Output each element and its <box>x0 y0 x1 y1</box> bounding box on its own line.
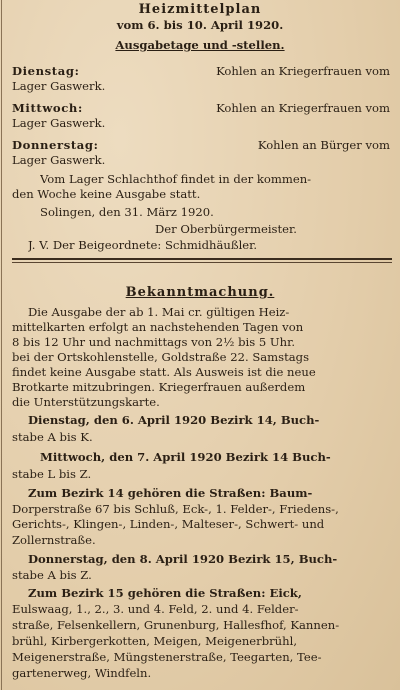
tuesday-text: Kohlen an Kriegerfrauen vom <box>216 64 390 78</box>
divider-thin <box>12 262 392 263</box>
schedule-thursday-letters: stabe A bis Z. <box>12 568 92 582</box>
notice-title: Heizmittelplan <box>138 2 262 17</box>
district-15-streets: Meigenerstraße, Müngstenerstraße, Teegarten, Tee- <box>12 650 322 664</box>
district-14-streets: Dorperstraße 67 bis Schluß, Eck-, 1. Felder-, Friedens-, <box>12 502 339 516</box>
district-15-streets: straße, Felsenkellern, Grunenburg, Hallesfhof, Kannen- <box>12 618 340 632</box>
divider <box>12 258 392 260</box>
thursday-label: Donnerstag: <box>12 138 99 152</box>
district-14-streets: Gerichts-, Klingen-, Linden-, Malteser-, Schwert- und <box>12 517 325 531</box>
para-line: mittelkarten erfolgt an nachstehenden Tagen von <box>12 320 304 334</box>
para-line: bei der Ortskohlenstelle, Goldstraße 22. Samstags <box>12 350 310 364</box>
district-14-streets: Zollernstraße. <box>12 533 96 547</box>
wednesday-label: Mittwoch: <box>12 101 83 115</box>
schedule-tuesday: Dienstag, den 6. April 1920 Bezirk 14, Buch- <box>28 413 320 427</box>
schedule-tuesday-letters: stabe A bis K. <box>12 430 93 444</box>
thursday-line <box>12 138 390 153</box>
schedule-thursday: Donnerstag, den 8. April 1920 Bezirk 15, Buch- <box>28 552 338 566</box>
announcement-title: Bekanntmachung. <box>125 285 275 300</box>
wednesday-line <box>12 101 390 116</box>
wednesday-text: Kohlen an Kriegerfrauen vom <box>216 101 390 115</box>
district-15-streets: Eulswaag, 1., 2., 3. und 4. Feld, 2. und 4. Felder- <box>12 602 299 616</box>
para-line: die Unterstützungskarte. <box>12 395 160 409</box>
thursday-location: Lager Gaswerk. <box>12 153 106 167</box>
signature-deputy: J. V. Der Beigeordnete: Schmidhäußler. <box>28 238 258 252</box>
tuesday-label: Dienstag: <box>12 64 80 78</box>
signature-mayor: Der Oberbürgermeister. <box>155 222 297 236</box>
thursday-text: Kohlen an Bürger vom <box>257 138 390 152</box>
para-line: Brotkarte mitzubringen. Kriegerfrauen außerdem <box>12 380 306 394</box>
column-rule <box>1 0 2 690</box>
tuesday-location: Lager Gaswerk. <box>12 79 106 93</box>
notice-dates: vom 6. bis 10. April 1920. <box>116 18 284 32</box>
district-15-streets: brühl, Kirbergerkotten, Meigen, Meigenerbrühl, <box>12 634 298 648</box>
para-line: Die Ausgabe der ab 1. Mai cr. gültigen Heiz- <box>28 305 290 319</box>
district-14-heading: Zum Bezirk 14 gehören die Straßen: Baum- <box>28 486 313 500</box>
para-line: 8 bis 12 Uhr und nachmittags von 2½ bis 5 Uhr. <box>12 335 296 349</box>
tuesday-line <box>12 64 390 79</box>
place-date: Solingen, den 31. März 1920. <box>40 205 214 219</box>
schedule-wednesday: Mittwoch, den 7. April 1920 Bezirk 14 Buch- <box>40 450 331 464</box>
district-15-streets: gartenerweg, Windfeln. <box>12 666 152 680</box>
note-line-2: den Woche keine Ausgabe statt. <box>12 187 201 201</box>
para-line: findet keine Ausgabe statt. Als Ausweis ist die neue <box>12 365 316 379</box>
schedule-wednesday-letters: stabe L bis Z. <box>12 467 92 481</box>
notice-subtitle: Ausgabetage und -stellen. <box>115 38 285 52</box>
note-line-1: Vom Lager Schlachthof findet in der kommen- <box>40 172 312 186</box>
district-15-heading: Zum Bezirk 15 gehören die Straßen: Eick, <box>28 586 302 600</box>
wednesday-location: Lager Gaswerk. <box>12 116 106 130</box>
